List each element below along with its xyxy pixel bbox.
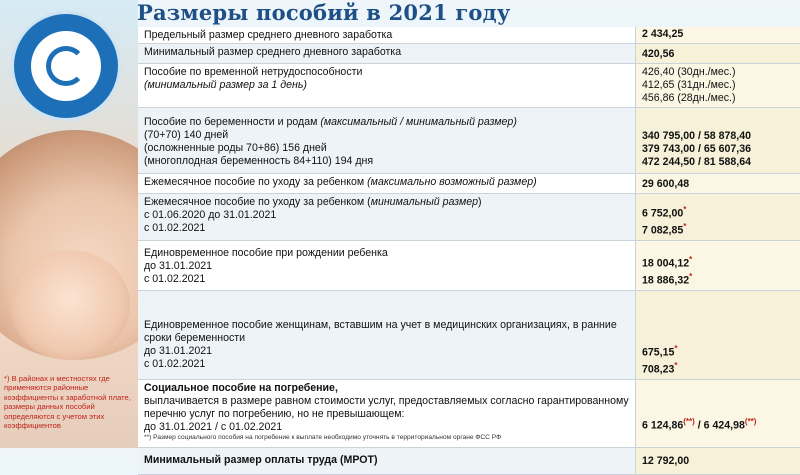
- row-value: 6 124,86(**) / 6 424,98(**): [636, 380, 800, 448]
- row-description: Пособие по временной нетрудоспособности (минимальный размер за 1 день): [138, 64, 636, 108]
- fss-logo-icon: [14, 14, 118, 118]
- left-panel: [0, 0, 138, 448]
- row-value: 340 795,00 / 58 878,40 379 743,00 / 65 607,36 472 244,50 / 81 588,64: [636, 108, 800, 174]
- row-value: 420,56: [636, 44, 800, 64]
- row-value: 2 434,25: [636, 27, 800, 44]
- table-row: [138, 194, 800, 241]
- row-value: 675,15* 708,23*: [636, 291, 800, 380]
- row-description: Ежемесячное пособие по уходу за ребенком (максимально возможный размер): [138, 174, 636, 194]
- table-row: [138, 64, 800, 108]
- table-row: [138, 448, 800, 475]
- row-value: 12 792,00: [636, 448, 800, 475]
- row-value: 6 752,00* 7 082,85*: [636, 194, 800, 241]
- row-value: 29 600,48: [636, 174, 800, 194]
- table-row: [138, 380, 800, 448]
- row-description: Единовременное пособие при рождении ребенка до 31.01.2021 с 01.02.2021: [138, 241, 636, 291]
- table-row: [138, 291, 800, 380]
- table-row: [138, 44, 800, 64]
- row-value: 426,40 (30дн./мес.) 412,65 (31дн./мес.) 456,86 (28дн./мес.): [636, 64, 800, 108]
- row-description: Социальное пособие на погребение, выплачивается в размере равном стоимости услуг, предоставляемых согласно гарантированному перечню услуг по погребению, но не превышающем: до 31.01.2021 / с 01.02.2021 **) Размер социального пособия на погребение к выплате необходимо уточнять в территориальном органе ФСС РФ: [138, 380, 636, 448]
- baby-photo: [10, 250, 130, 360]
- benefits-table: [138, 27, 800, 467]
- regional-coefficient-note: *) В районах и местностях где применяются районные коэффициенты к заработной плате, размеры данных пособий определяются с учетом этих коэффициентов: [4, 374, 131, 431]
- table-row: [138, 174, 800, 194]
- row-value: 18 004,12* 18 886,32*: [636, 241, 800, 291]
- page-title: Размеры пособий в 2021 году: [137, 0, 511, 25]
- row-description: Пособие по беременности и родам (максимальный / минимальный размер) (70+70) 140 дней (осложненные роды 70+86) 156 дней (многоплодная беременность 84+110) 194 дня: [138, 108, 636, 174]
- row-description: Минимальный размер оплаты труда (МРОТ): [138, 448, 636, 475]
- table-row: [138, 108, 800, 174]
- row-description: Ежемесячное пособие по уходу за ребенком (минимальный размер) с 01.06.2020 до 31.01.2021 с 01.02.2021: [138, 194, 636, 241]
- table-row: [138, 27, 800, 44]
- row-description: Единовременное пособие женщинам, вставшим на учет в медицинских организациях, в ранние сроки беременности до 31.01.2021 с 01.02.2021: [138, 291, 636, 380]
- row-description: Минимальный размер среднего дневного заработка: [138, 44, 636, 64]
- row-description: Предельный размер среднего дневного заработка: [138, 27, 636, 44]
- table-row: [138, 241, 800, 291]
